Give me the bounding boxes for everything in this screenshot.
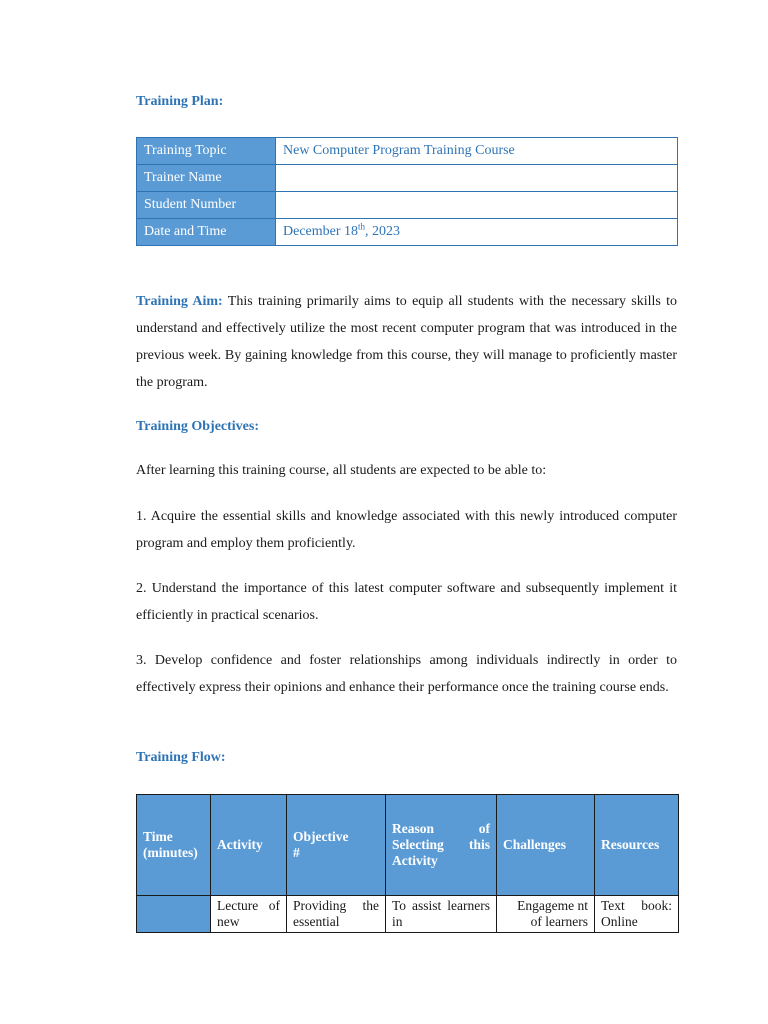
- student-number-value: [276, 192, 678, 219]
- table-row: [137, 896, 679, 933]
- objective-item-3: 3. Develop confidence and foster relationships among individuals indirectly in order to effectively express their opinions and enhance their performance once the training course ends.: [136, 653, 677, 695]
- time-cell: [137, 896, 211, 933]
- date-main: December 18: [283, 224, 359, 239]
- table-row: [137, 138, 678, 165]
- table-row: [137, 192, 678, 219]
- table-header-row: [137, 795, 679, 896]
- training-topic-label: Training Topic: [137, 138, 276, 165]
- activity-cell: Lecture of new: [211, 896, 287, 933]
- resources-column-header: Resources: [595, 795, 679, 896]
- time-column-header: Time (minutes): [137, 795, 211, 896]
- objective-cell: Providing the essential: [287, 896, 386, 933]
- training-objectives-heading: Training Objectives:: [136, 419, 260, 434]
- date-year: , 2023: [365, 224, 401, 239]
- training-flow-heading: Training Flow:: [136, 750, 226, 765]
- table-row: [137, 219, 678, 246]
- training-flow-table: [136, 794, 679, 933]
- resources-cell: Text book: Online: [595, 896, 679, 933]
- training-aim-paragraph: [136, 288, 677, 396]
- challenges-column-header: Challenges: [497, 795, 595, 896]
- trainer-name-value: [276, 165, 678, 192]
- training-aim-heading: Training Aim:: [136, 294, 223, 309]
- objective-item-2: 2. Understand the importance of this latest computer software and subsequently implement it efficiently in practical scenarios.: [136, 581, 677, 623]
- objective-item-1: 1. Acquire the essential skills and knowledge associated with this newly introduced computer program and employ them proficiently.: [136, 509, 677, 551]
- date-time-label: Date and Time: [137, 219, 276, 246]
- trainer-name-label: Trainer Name: [137, 165, 276, 192]
- activity-column-header: Activity: [211, 795, 287, 896]
- training-aim-text: This training primarily aims to equip all students with the necessary skills to understand and effectively utilize the most recent computer program that was introduced in the previous week. By gaining knowledge from this course, they will manage to proficiently master the program.: [136, 294, 677, 390]
- table-row: [137, 165, 678, 192]
- training-plan-heading: Training Plan:: [136, 94, 224, 109]
- date-ordinal-suffix: th: [358, 221, 366, 232]
- objective-column-header: Objective #: [287, 795, 386, 896]
- objectives-intro: After learning this training course, all students are expected to be able to:: [136, 463, 547, 478]
- date-time-value: [276, 219, 678, 246]
- training-topic-value: New Computer Program Training Course: [276, 138, 678, 165]
- reason-cell: To assist learners in: [386, 896, 497, 933]
- student-number-label: Student Number: [137, 192, 276, 219]
- challenges-cell: Engageme nt of learners: [497, 896, 595, 933]
- training-plan-table: [136, 137, 678, 246]
- reason-column-header: Reason of Selecting this Activity: [386, 795, 497, 896]
